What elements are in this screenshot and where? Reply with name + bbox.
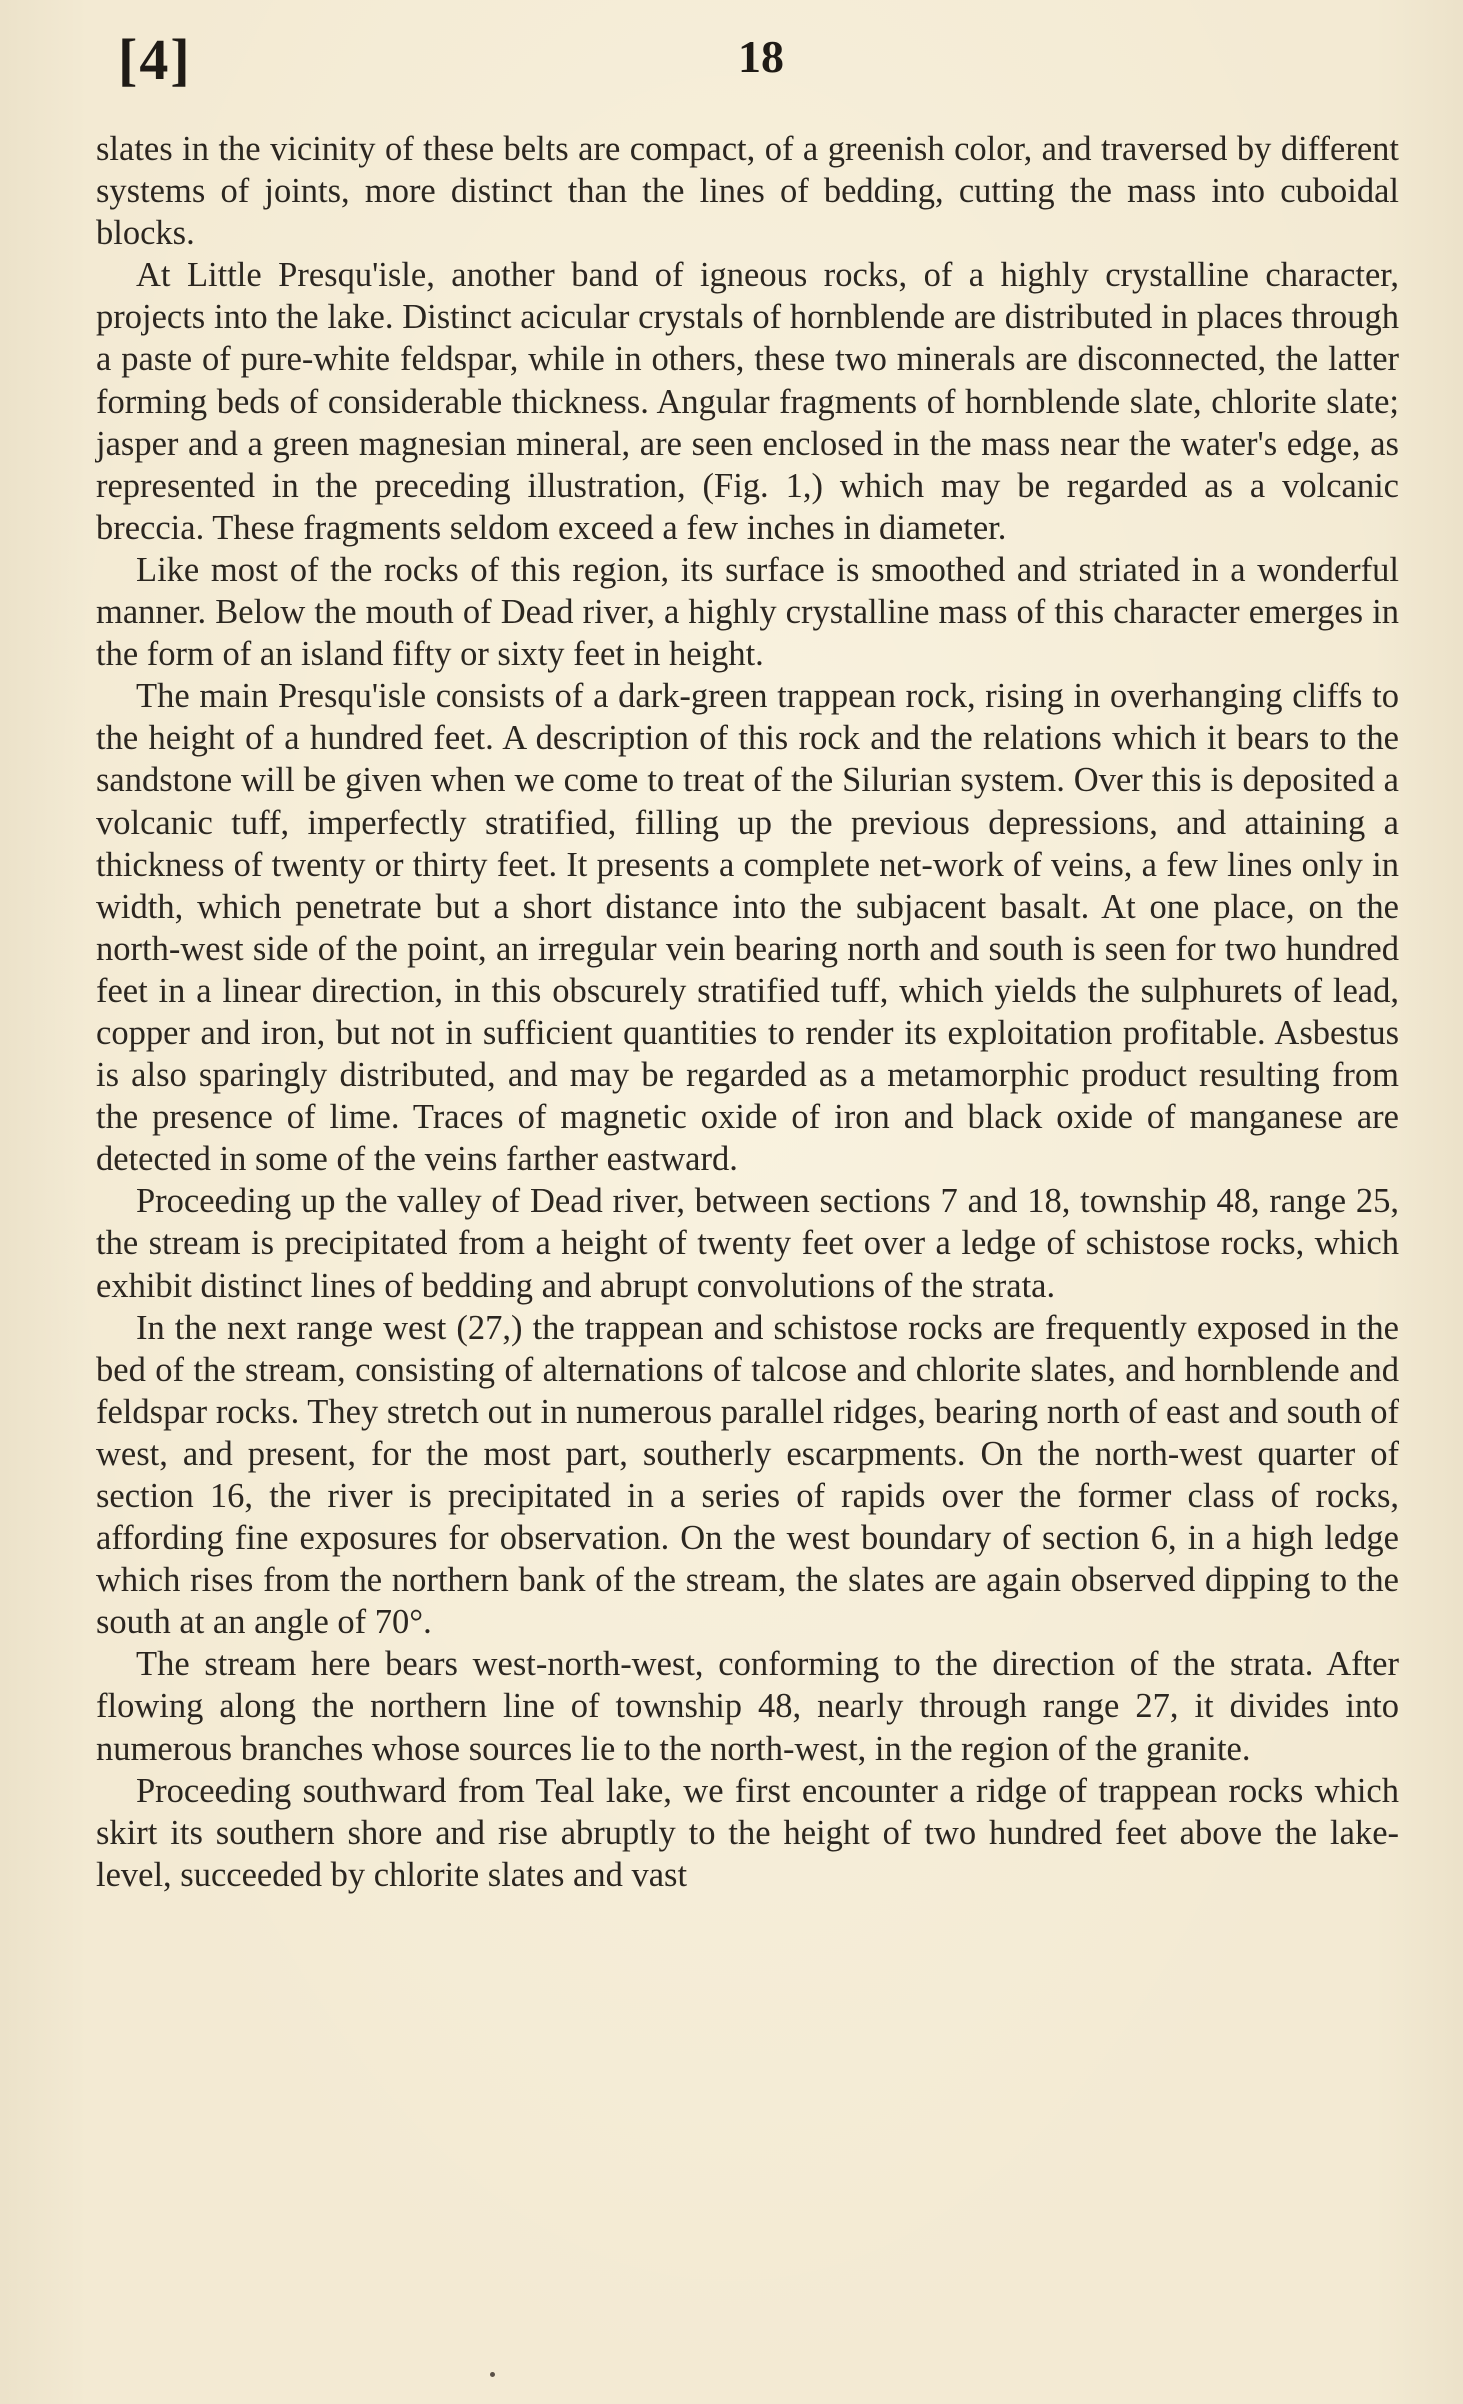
paragraph-6: In the next range west (27,) the trappean and schistose rocks are frequently exposed in the bed of the stream, consisting of alternations of talcose and chlorite slates, and hornblende and feldspar rocks. They stretch out in numerous parallel ridges, bearing north of east and south of west, and present, for the most part, southerly escarpments. On the north-west quarter of section 16, the river is precipitated in a series of rapids over the former class of rocks, affording fine exposures for observation. On the west boundary of section 6, in a high ledge which rises from the northern bank of the stream, the slates are again observed dipping to the south at an angle of 70°. [96, 1308, 1399, 1642]
paragraph-8: Proceeding southward from Teal lake, we first encounter a ridge of trappean rocks which skirt its southern shore and rise abruptly to the height of two hundred feet above the lake-level, succeeded by chlorite slates and vast [96, 1771, 1399, 1894]
page-header [0, 22, 1463, 92]
bracket-number: [4] [118, 27, 192, 92]
footer-mark [490, 2372, 495, 2377]
paragraph-4: The main Presqu'isle consists of a dark-green trappean rock, rising in overhanging cliffs to the height of a hundred feet. A description of this rock and the relations which it bears to the sandstone will be given when we come to treat of the Silurian system. Over this is deposited a volcanic tuff, imperfectly stratified, filling up the previous depressions, and attaining a thickness of twenty or thirty feet. It presents a complete net-work of veins, a few lines only in width, which penetrate but a short distance into the subjacent basalt. At one place, on the north-west side of the point, an irregular vein bearing north and south is seen for two hundred feet in a linear direction, in this obscurely stratified tuff, which yields the sulphurets of lead, copper and iron, but not in sufficient quantities to render its exploitation profitable. Asbestus is also sparingly distributed, and may be regarded as a metamorphic product resulting from the presence of lime. Traces of magnetic oxide of iron and black oxide of manganese are detected in some of the veins farther eastward. [96, 677, 1399, 1179]
paragraph-3: Like most of the rocks of this region, its surface is smoothed and striated in a wonderful manner. Below the mouth of Dead river, a highly crystalline mass of this character emerges in the form of an island fifty or sixty feet in height. [96, 550, 1399, 674]
body-text [96, 128, 1399, 1896]
page-number: 18 [738, 31, 784, 82]
paragraph-7: The stream here bears west-north-west, conforming to the direction of the strata. After flowing along the northern line of township 48, nearly through range 27, it divides into numerous branches whose sources lie to the north-west, in the region of the granite. [96, 1645, 1399, 1768]
paragraph-5: Proceeding up the valley of Dead river, between sections 7 and 18, township 48, range 25, the stream is precipitated from a height of twenty feet over a ledge of schistose rocks, which exhibit distinct lines of bedding and abrupt convolutions of the strata. [96, 1182, 1399, 1305]
paragraph-1: slates in the vicinity of these belts are compact, of a greenish color, and traversed by different systems of joints, more distinct than the lines of bedding, cutting the mass into cuboidal blocks. [96, 130, 1399, 253]
paragraph-2: At Little Presqu'isle, another band of igneous rocks, of a highly crystalline character, projects into the lake. Distinct acicular crystals of hornblende are distributed in places through a paste of pure-white feldspar, while in others, these two minerals are disconnected, the latter forming beds of considerable thickness. Angular fragments of hornblende slate, chlorite slate; jasper and a green magnesian mineral, are seen enclosed in the mass near the water's edge, as represented in the preceding illustration, (Fig. 1,) which may be regarded as a volcanic breccia. These fragments seldom exceed a few inches in diameter. [96, 256, 1399, 547]
